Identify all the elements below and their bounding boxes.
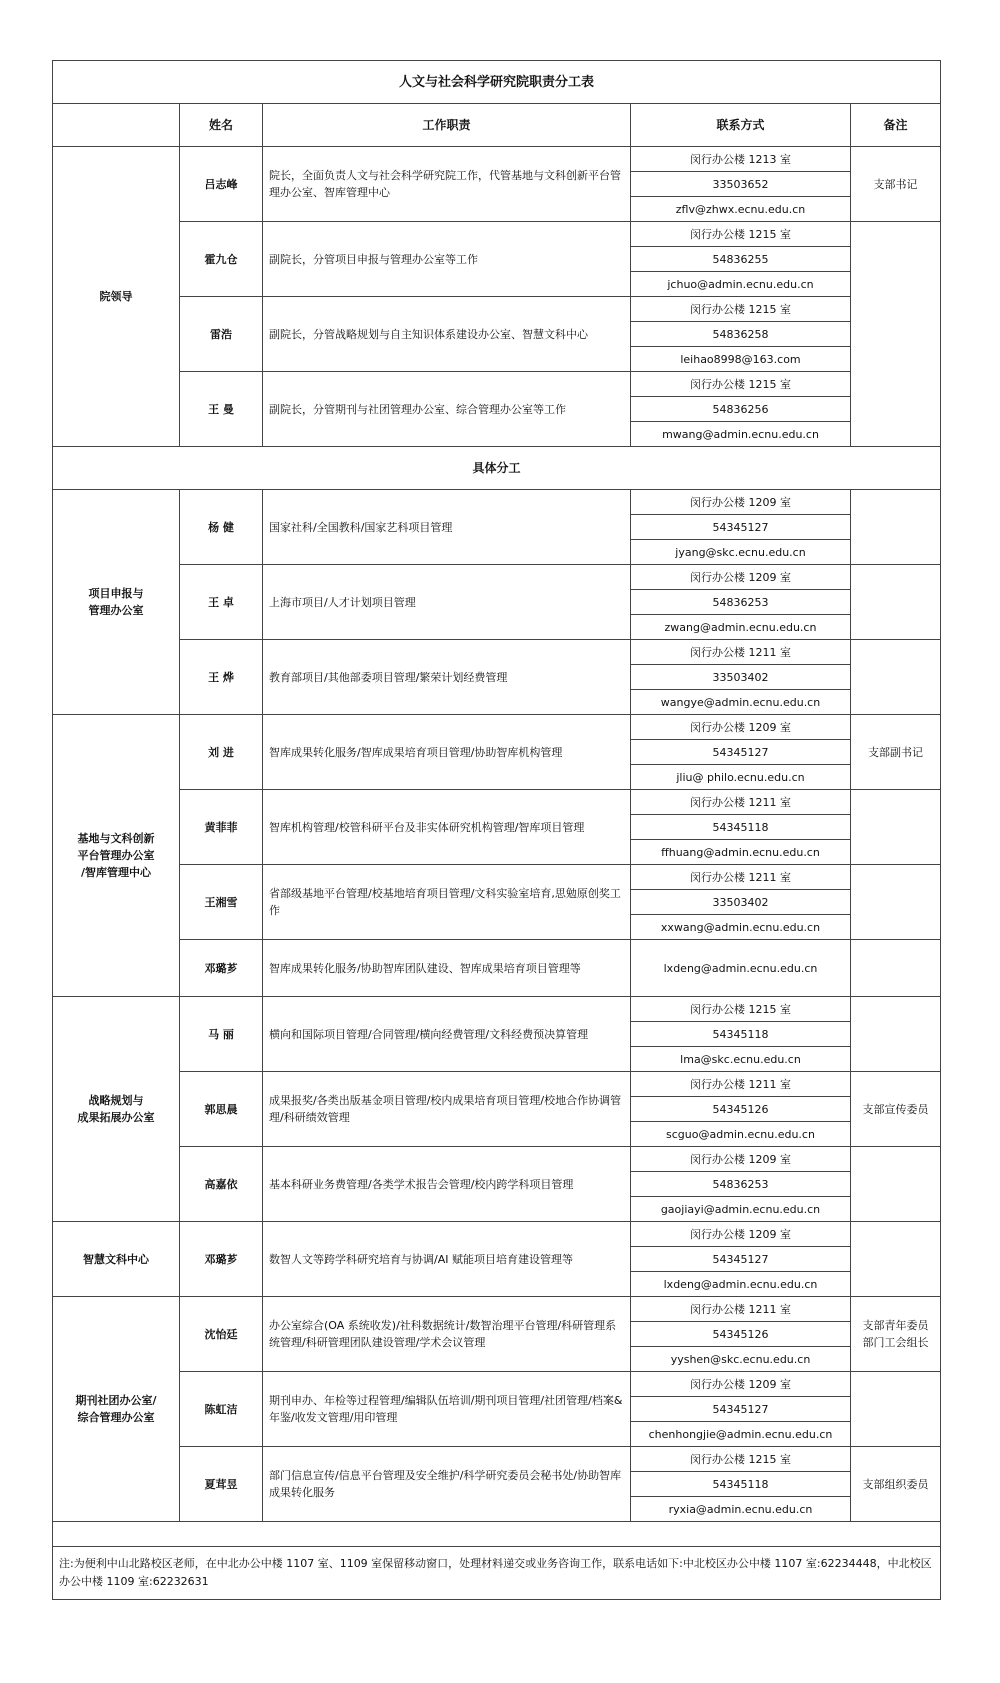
duty-text: 智库成果转化服务/协助智库团队建设、智库成果培育项目管理等 [263, 940, 631, 997]
header-name: 姓名 [180, 104, 263, 147]
remark-text [851, 640, 941, 715]
person-name: 沈怡廷 [180, 1297, 263, 1372]
contact-office: 闵行办公楼 1211 室 [631, 1072, 851, 1097]
dept-label: 战略规划与 成果拓展办公室 [53, 997, 180, 1222]
contact-phone: 54836255 [631, 247, 851, 272]
contact-office: 闵行办公楼 1209 室 [631, 490, 851, 515]
contact-phone: 54345127 [631, 740, 851, 765]
duty-text: 省部级基地平台管理/校基地培育项目管理/文科实验室培育,思勉原创奖工作 [263, 865, 631, 940]
contact-phone: 54345118 [631, 1472, 851, 1497]
contact-office: 闵行办公楼 1209 室 [631, 565, 851, 590]
person-name: 王 曼 [180, 372, 263, 447]
duty-text: 副院长，分管期刊与社团管理办公室、综合管理办公室等工作 [263, 372, 631, 447]
remark-text [851, 940, 941, 997]
contact-email: yyshen@skc.ecnu.edu.cn [631, 1347, 851, 1372]
contact-phone: 54345118 [631, 1022, 851, 1047]
contact-office: 闵行办公楼 1215 室 [631, 372, 851, 397]
dept-label: 期刊社团办公室/ 综合管理办公室 [53, 1297, 180, 1522]
duty-text: 智库成果转化服务/智库成果培育项目管理/协助智库机构管理 [263, 715, 631, 790]
duty-text: 院长，全面负责人文与社会科学研究院工作，代管基地与文科创新平台管理办公室、智库管理中心 [263, 147, 631, 222]
remark-text [851, 490, 941, 565]
contact-email: gaojiayi@admin.ecnu.edu.cn [631, 1197, 851, 1222]
contact-phone: 54345127 [631, 515, 851, 540]
contact-phone: 33503402 [631, 890, 851, 915]
contact-email: chenhongjie@admin.ecnu.edu.cn [631, 1422, 851, 1447]
remark-text [851, 1147, 941, 1222]
contact-office: 闵行办公楼 1209 室 [631, 1222, 851, 1247]
person-name: 邓璐芗 [180, 1222, 263, 1297]
dept-label: 智慧文科中心 [53, 1222, 180, 1297]
duty-text: 部门信息宣传/信息平台管理及安全维护/科学研究委员会秘书处/协助智库成果转化服务 [263, 1447, 631, 1522]
remark-text: 支部书记 [851, 147, 941, 222]
contact-email: lxdeng@admin.ecnu.edu.cn [631, 940, 851, 997]
contact-office: 闵行办公楼 1215 室 [631, 297, 851, 322]
duty-text: 横向和国际项目管理/合同管理/横向经费管理/文科经费预决算管理 [263, 997, 631, 1072]
dept-label: 基地与文科创新 平台管理办公室 /智库管理中心 [53, 715, 180, 997]
blank-row [53, 1522, 941, 1547]
table-title: 人文与社会科学研究院职责分工表 [53, 61, 941, 104]
contact-email: ryxia@admin.ecnu.edu.cn [631, 1497, 851, 1522]
dept-label: 项目申报与 管理办公室 [53, 490, 180, 715]
duty-text: 办公室综合(OA 系统收发)/社科数据统计/数智治理平台管理/科研管理系统管理/科研管理团队建设管理/学术会议管理 [263, 1297, 631, 1372]
person-name: 邓璐芗 [180, 940, 263, 997]
contact-office: 闵行办公楼 1211 室 [631, 790, 851, 815]
section-title: 具体分工 [53, 447, 941, 490]
duty-text: 数智人文等跨学科研究培育与协调/AI 赋能项目培育建设管理等 [263, 1222, 631, 1297]
person-name: 王 卓 [180, 565, 263, 640]
person-name: 黄菲菲 [180, 790, 263, 865]
remark-text [851, 1222, 941, 1297]
person-name: 王湘雪 [180, 865, 263, 940]
contact-phone: 54345127 [631, 1397, 851, 1422]
contact-phone: 54345127 [631, 1247, 851, 1272]
duty-text: 智库机构管理/校管科研平台及非实体研究机构管理/智库项目管理 [263, 790, 631, 865]
person-name: 刘 进 [180, 715, 263, 790]
remark-text [851, 790, 941, 865]
remark-text [851, 1372, 941, 1447]
header-duty: 工作职责 [263, 104, 631, 147]
contact-office: 闵行办公楼 1211 室 [631, 865, 851, 890]
contact-email: ffhuang@admin.ecnu.edu.cn [631, 840, 851, 865]
dept-label: 院领导 [53, 147, 180, 447]
contact-phone: 54836258 [631, 322, 851, 347]
duty-text: 基本科研业务费管理/各类学术报告会管理/校内跨学科项目管理 [263, 1147, 631, 1222]
person-name: 郭思晨 [180, 1072, 263, 1147]
duty-text: 上海市项目/人才计划项目管理 [263, 565, 631, 640]
remark-text: 支部组织委员 [851, 1447, 941, 1522]
contact-office: 闵行办公楼 1215 室 [631, 1447, 851, 1472]
remark-text [851, 997, 941, 1072]
contact-email: jchuo@admin.ecnu.edu.cn [631, 272, 851, 297]
contact-phone: 54836253 [631, 590, 851, 615]
contact-office: 闵行办公楼 1213 室 [631, 147, 851, 172]
contact-phone: 33503652 [631, 172, 851, 197]
contact-office: 闵行办公楼 1209 室 [631, 1147, 851, 1172]
remark-text [851, 565, 941, 640]
person-name: 马 丽 [180, 997, 263, 1072]
header-contact: 联系方式 [631, 104, 851, 147]
person-name: 夏茸昱 [180, 1447, 263, 1522]
person-name: 霍九仓 [180, 222, 263, 297]
contact-office: 闵行办公楼 1215 室 [631, 222, 851, 247]
person-name: 陈虹洁 [180, 1372, 263, 1447]
remark-text: 支部副书记 [851, 715, 941, 790]
remark-blank [851, 222, 941, 447]
contact-email: xxwang@admin.ecnu.edu.cn [631, 915, 851, 940]
header-dept-blank [53, 104, 180, 147]
contact-phone: 54836256 [631, 397, 851, 422]
duty-text: 副院长，分管战略规划与自主知识体系建设办公室、智慧文科中心 [263, 297, 631, 372]
duty-text: 期刊申办、年检等过程管理/编辑队伍培训/期刊项目管理/社团管理/档案&年鉴/收发文管理/用印管理 [263, 1372, 631, 1447]
contact-office: 闵行办公楼 1209 室 [631, 1372, 851, 1397]
contact-email: lma@skc.ecnu.edu.cn [631, 1047, 851, 1072]
contact-email: leihao8998@163.com [631, 347, 851, 372]
remark-text: 支部青年委员 部门工会组长 [851, 1297, 941, 1372]
contact-email: wangye@admin.ecnu.edu.cn [631, 690, 851, 715]
contact-email: mwang@admin.ecnu.edu.cn [631, 422, 851, 447]
contact-phone: 54836253 [631, 1172, 851, 1197]
remark-text: 支部宣传委员 [851, 1072, 941, 1147]
header-remark: 备注 [851, 104, 941, 147]
duty-text: 教育部项目/其他部委项目管理/繁荣计划经费管理 [263, 640, 631, 715]
contact-email: lxdeng@admin.ecnu.edu.cn [631, 1272, 851, 1297]
contact-phone: 54345118 [631, 815, 851, 840]
contact-office: 闵行办公楼 1209 室 [631, 715, 851, 740]
contact-email: zwang@admin.ecnu.edu.cn [631, 615, 851, 640]
contact-email: jyang@skc.ecnu.edu.cn [631, 540, 851, 565]
contact-phone: 54345126 [631, 1097, 851, 1122]
contact-phone: 33503402 [631, 665, 851, 690]
person-name: 吕志峰 [180, 147, 263, 222]
contact-email: zflv@zhwx.ecnu.edu.cn [631, 197, 851, 222]
contact-phone: 54345126 [631, 1322, 851, 1347]
contact-office: 闵行办公楼 1215 室 [631, 997, 851, 1022]
remark-text [851, 865, 941, 940]
contact-office: 闵行办公楼 1211 室 [631, 1297, 851, 1322]
duty-text: 国家社科/全国教科/国家艺科项目管理 [263, 490, 631, 565]
person-name: 杨 健 [180, 490, 263, 565]
person-name: 高嘉依 [180, 1147, 263, 1222]
contact-email: jliu@ philo.ecnu.edu.cn [631, 765, 851, 790]
person-name: 雷浩 [180, 297, 263, 372]
contact-email: scguo@admin.ecnu.edu.cn [631, 1122, 851, 1147]
footnote: 注:为便利中山北路校区老师，在中北办公中楼 1107 室、1109 室保留移动窗口，处理材料递交或业务咨询工作，联系电话如下:中北校区办公中楼 1107 室:62234448，中北校区办公中楼 1109 室:62232631 [53, 1547, 941, 1600]
person-name: 王 烨 [180, 640, 263, 715]
duty-table [52, 60, 941, 1600]
contact-office: 闵行办公楼 1211 室 [631, 640, 851, 665]
duty-text: 副院长，分管项目申报与管理办公室等工作 [263, 222, 631, 297]
duty-text: 成果报奖/各类出版基金项目管理/校内成果培育项目管理/校地合作协调管理/科研绩效管理 [263, 1072, 631, 1147]
